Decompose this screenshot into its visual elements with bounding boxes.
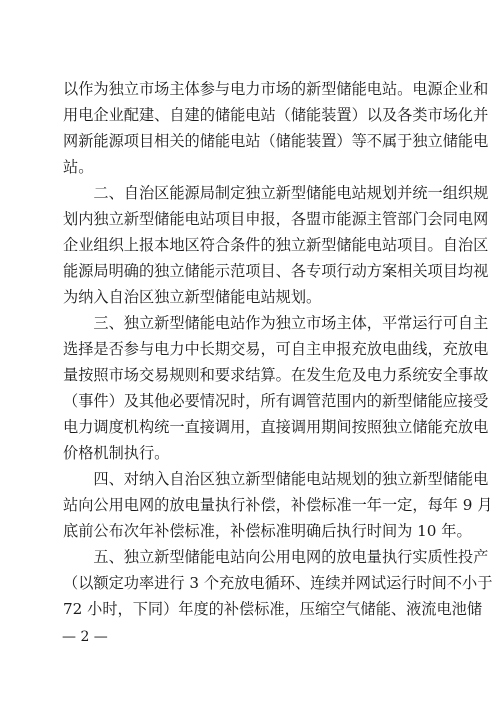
text-line: 站。 xyxy=(63,158,94,176)
text-line: （以额定功率进行 3 个充放电循环、连续并网试运行时间不小于 xyxy=(63,574,493,592)
text-line: 价格机制执行。 xyxy=(63,444,170,462)
text-line: 站向公用电网的放电量执行补偿，补偿标准一年一定，每年 9 月 xyxy=(63,496,493,514)
text-line: 底前公布次年补偿标准，补偿标准明确后执行时间为 10 年。 xyxy=(63,522,472,540)
text-line: 为纳入自治区独立新型储能电站规划。 xyxy=(63,288,322,306)
text-line: 用电企业配建、自建的储能电站（储能装置）以及各类市场化并 xyxy=(63,106,489,124)
text-line: 电力调度机构统一直接调用，直接调用期间按照独立储能充放电 xyxy=(63,418,489,436)
text-line: 量按照市场交易规则和要求结算。在发生危及电力系统安全事故 xyxy=(63,366,489,384)
text-line: 四、对纳入自治区独立新型储能电站规划的独立新型储能电 xyxy=(63,470,489,488)
text-line: 三、独立新型储能电站作为独立市场主体，平常运行可自主 xyxy=(63,314,489,332)
text-line: （事件）及其他必要情况时，所有调管范围内的新型储能应接受 xyxy=(63,392,489,410)
text-line: 网新能源项目相关的储能电站（储能装置）等不属于独立储能电 xyxy=(63,132,489,150)
text-line: 选择是否参与电力中长期交易，可自主申报充放电曲线，充放电 xyxy=(63,340,489,358)
text-line: 五、独立新型储能电站向公用电网的放电量执行实质性投产 xyxy=(63,548,489,566)
text-line: 以作为独立市场主体参与电力市场的新型储能电站。电源企业和 xyxy=(63,80,489,98)
text-line: 企业组织上报本地区符合条件的独立新型储能电站项目。自治区 xyxy=(63,236,489,254)
text-line: 72 小时，下同）年度的补偿标准，压缩空气储能、液流电池储 xyxy=(63,600,483,618)
text-line: 二、自治区能源局制定独立新型储能电站规划并统一组织规 xyxy=(63,184,489,202)
page-number: — 2 — xyxy=(62,629,108,645)
text-line: 划内独立新型储能电站项目申报，各盟市能源主管部门会同电网 xyxy=(63,210,489,228)
text-line: 能源局明确的独立储能示范项目、各专项行动方案相关项目均视 xyxy=(63,262,489,280)
